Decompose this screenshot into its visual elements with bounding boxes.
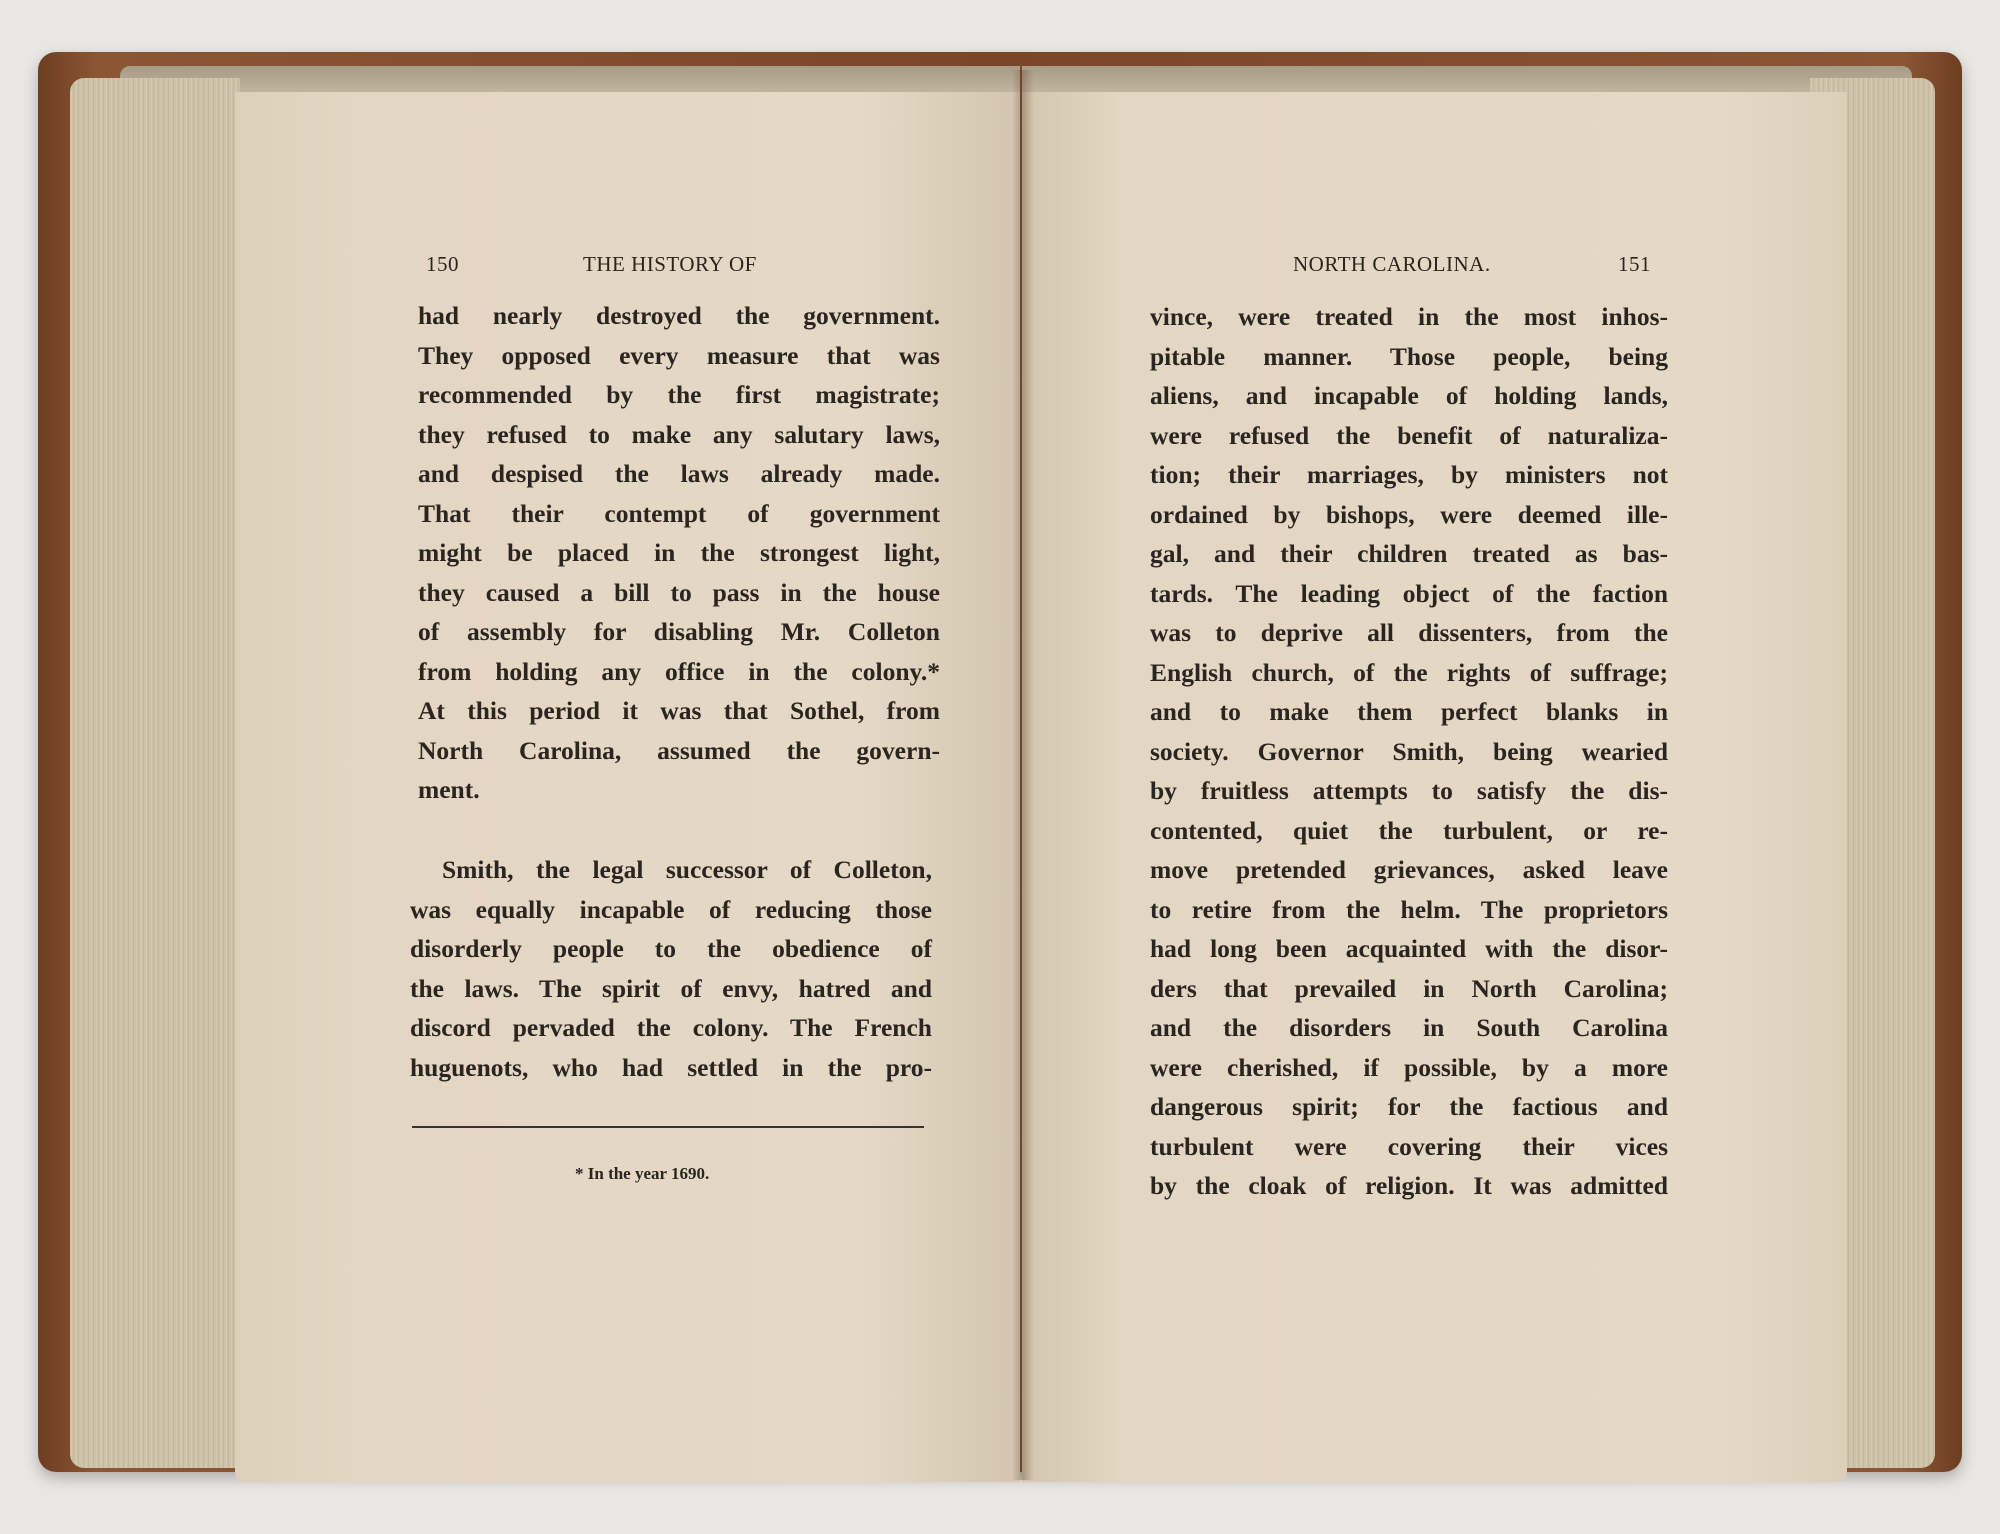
- text-line: might be placed in the strongest light,: [418, 538, 940, 567]
- text-line: they refused to make any salutary laws,: [418, 419, 940, 449]
- text-line: and the disorders in South Carolina: [1150, 1013, 1668, 1042]
- text-line: move pretended grievances, asked leave: [1150, 855, 1668, 884]
- text-line: and despised the laws already made.: [418, 459, 940, 488]
- page-edges-left: [70, 78, 240, 1468]
- right-running-head: NORTH CAROLINA.: [1293, 252, 1491, 276]
- book-gutter: [1012, 70, 1034, 1480]
- text-line: was equally incapable of reducing those: [410, 894, 932, 924]
- text-line: ordained by bishops, were deemed ille-: [1150, 499, 1668, 529]
- text-line: aliens, and incapable of holding lands,: [1150, 381, 1668, 410]
- text-line: huguenots, who had settled in the pro-: [410, 1052, 932, 1082]
- left-paragraph-1: [418, 296, 940, 810]
- text-line: vince, were treated in the most inhos-: [1150, 302, 1668, 331]
- text-line: gal, and their children treated as bas-: [1150, 539, 1668, 568]
- text-line: from holding any office in the colony.*: [418, 656, 940, 686]
- text-line: of assembly for disabling Mr. Colleton: [418, 617, 940, 646]
- text-line: they caused a bill to pass in the house: [418, 577, 940, 607]
- text-line: ment.: [418, 775, 480, 804]
- footnote-rule: [412, 1126, 924, 1128]
- text-line: were cherished, if possible, by a more: [1150, 1052, 1668, 1082]
- text-line: English church, of the rights of suffrage;: [1150, 657, 1668, 687]
- text-line: tards. The leading object of the faction: [1150, 578, 1668, 608]
- text-line: dangerous spirit; for the factious and: [1150, 1092, 1668, 1121]
- left-paragraph-2: [410, 850, 932, 1087]
- text-line: had long been acquainted with the disor-: [1150, 934, 1668, 963]
- right-page-body: [1150, 297, 1668, 1206]
- text-line: discord pervaded the colony. The French: [410, 1013, 932, 1042]
- text-line: At this period it was that Sothel, from: [418, 696, 940, 725]
- left-page-number: 150: [426, 252, 459, 276]
- text-line: ders that prevailed in North Carolina;: [1150, 973, 1668, 1003]
- text-line: society. Governor Smith, being wearied: [1150, 736, 1668, 766]
- text-line: That their contempt of government: [418, 498, 940, 528]
- text-line: They opposed every measure that was: [418, 340, 940, 370]
- text-line: pitable manner. Those people, being: [1150, 341, 1668, 371]
- left-running-head: THE HISTORY OF: [583, 252, 757, 276]
- text-line: had nearly destroyed the government.: [418, 301, 940, 330]
- text-line: tion; their marriages, by ministers not: [1150, 460, 1668, 489]
- text-line: contented, quiet the turbulent, or re-: [1150, 815, 1668, 845]
- text-line: by fruitless attempts to satisfy the dis-: [1150, 776, 1668, 805]
- text-line: North Carolina, assumed the govern-: [418, 735, 940, 765]
- text-line: Smith, the legal successor of Colleton,: [442, 855, 932, 884]
- text-line: were refused the benefit of naturaliza-: [1150, 420, 1668, 450]
- footnote: * In the year 1690.: [575, 1164, 710, 1183]
- text-line: and to make them perfect blanks in: [1150, 697, 1668, 726]
- text-line: turbulent were covering their vices: [1150, 1131, 1668, 1161]
- text-line: was to deprive all dissenters, from the: [1150, 618, 1668, 647]
- text-line: recommended by the first magistrate;: [418, 380, 940, 409]
- right-page-number: 151: [1618, 252, 1651, 276]
- text-line: to retire from the helm. The proprietors: [1150, 894, 1668, 924]
- text-line: by the cloak of religion. It was admitted: [1150, 1171, 1668, 1200]
- text-line: disorderly people to the obedience of: [410, 934, 932, 963]
- text-line: the laws. The spirit of envy, hatred and: [410, 973, 932, 1003]
